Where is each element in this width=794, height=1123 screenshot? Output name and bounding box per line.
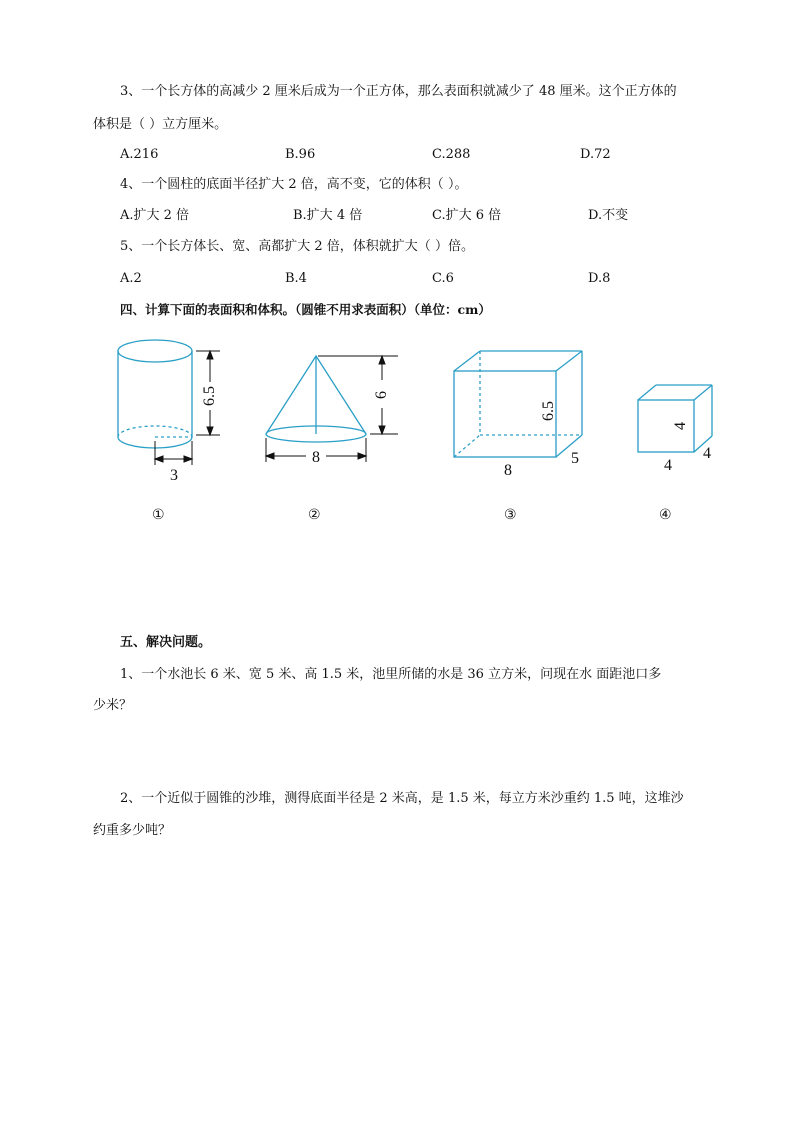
q5-option-c: C.6: [432, 271, 454, 286]
problem2-line2: 约重多少吨？: [93, 823, 172, 838]
figure-number-3: ③: [504, 507, 517, 523]
problem1-line1: 1、一个水池长 6 米、宽 5 米、高 1.5 米，池里所储的水是 36 立方米，问现在水 面距池口多: [120, 667, 662, 682]
figure-number-1: ①: [152, 507, 165, 523]
q3-option-b: B.96: [285, 147, 316, 162]
q4-option-c: C.扩大 6 倍: [432, 208, 502, 223]
q4-option-d: D.不变: [588, 208, 629, 223]
cuboid-width-label: 5: [571, 450, 579, 467]
q5-text: 5、一个长方体长、宽、高都扩大 2 倍，体积就扩大（ ）倍。: [120, 239, 474, 254]
cone-diameter-label: 8: [312, 449, 320, 466]
cube-width-label: 4: [703, 445, 711, 462]
q5-option-d: D.8: [588, 271, 611, 286]
cube-length-label: 4: [664, 457, 672, 474]
cuboid-length-label: 8: [504, 462, 512, 479]
cylinder-radius-label: 3: [170, 467, 178, 484]
q3-option-d: D.72: [580, 147, 611, 162]
q3-option-c: C.288: [432, 147, 471, 162]
section4-heading: 四、计算下面的表面积和体积。（圆锥不用求表面积）（单位：cm）: [120, 302, 491, 317]
q3-text-line1: 3、一个长方体的高减少 2 厘米后成为一个正方体，那么表面积就减少了 48 厘米。这个正方体的: [120, 84, 677, 99]
q5-option-a: A.2: [120, 271, 142, 286]
section5-heading: 五、解决问题。: [120, 635, 212, 650]
cuboid-height-label: 6.5: [540, 401, 557, 421]
problem1-line2: 少米？: [93, 698, 133, 713]
cube-height-label: 4: [672, 422, 689, 430]
q5-option-b: B.4: [285, 271, 307, 286]
cylinder-height-label: 6.5: [201, 386, 218, 406]
cuboid-figure: [448, 345, 598, 480]
cone-height-label: 6: [373, 391, 390, 399]
cylinder-figure: [110, 335, 230, 485]
figure-number-4: ④: [659, 507, 672, 523]
figure-number-2: ②: [308, 507, 321, 523]
cone-figure: [258, 350, 408, 475]
q4-text: 4、一个圆柱的底面半径扩大 2 倍，高不变，它的体积（ ）。: [120, 177, 468, 192]
problem2-line1: 2、一个近似于圆锥的沙堆，测得底面半径是 2 米高，是 1.5 米，每立方米沙重约 1.5 吨，这堆沙: [120, 791, 684, 806]
q3-option-a: A.216: [120, 147, 159, 162]
cube-figure: [632, 380, 722, 475]
q4-option-b: B.扩大 4 倍: [293, 208, 363, 223]
q3-text-line2: 体积是（ ）立方厘米。: [93, 117, 228, 132]
q4-option-a: A.扩大 2 倍: [120, 208, 190, 223]
